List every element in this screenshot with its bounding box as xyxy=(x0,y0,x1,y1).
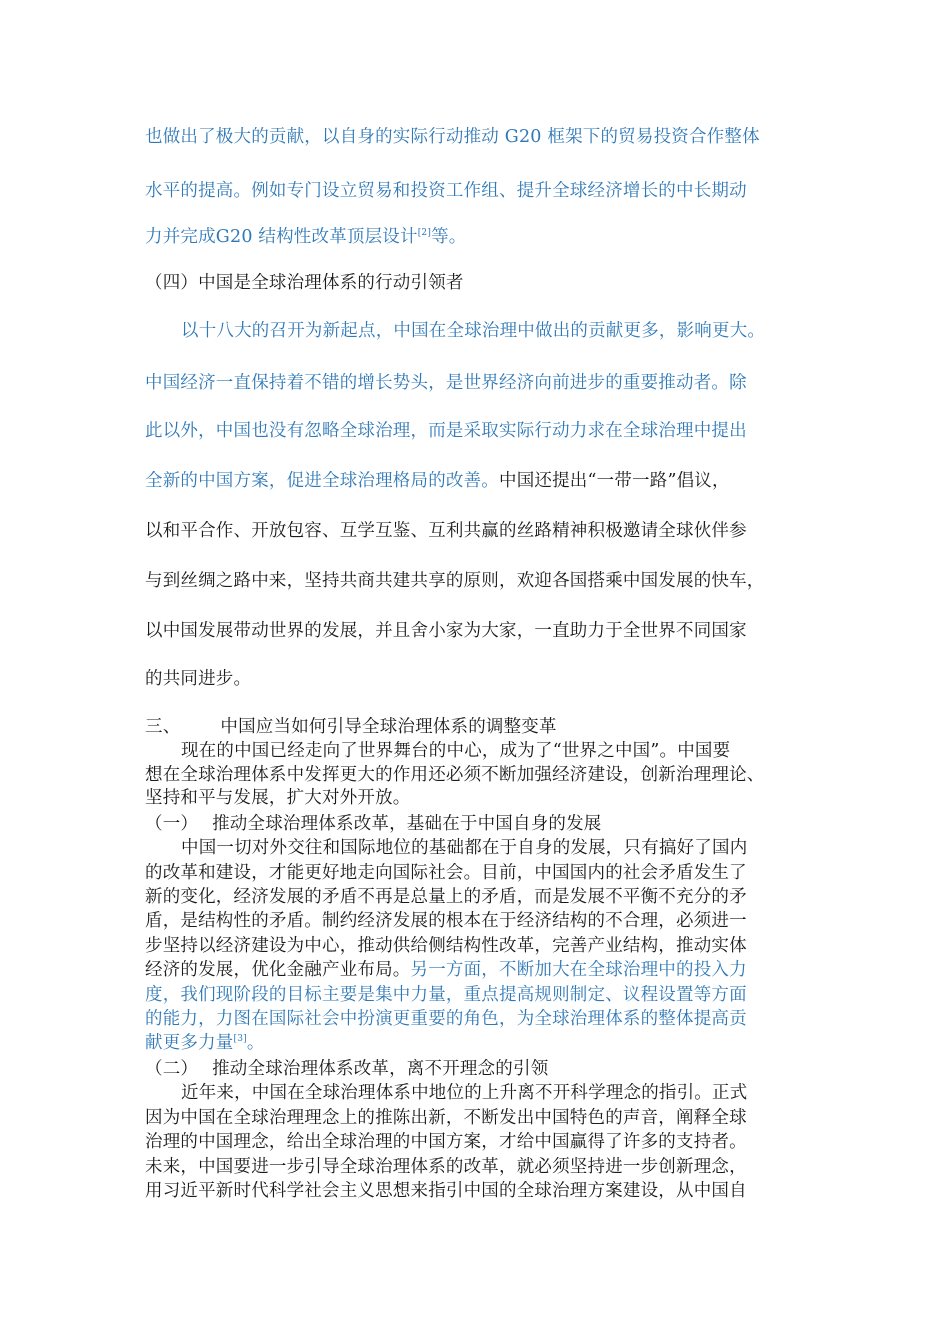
part-number: 三、 xyxy=(145,717,181,737)
paragraph-text: 全新的中国方案，促进全球治理格局的改善。 xyxy=(145,471,499,491)
subsection-heading xyxy=(145,1058,548,1080)
paragraph-line: 也做出了极大的贡献，以自身的实际行动推动 G20 框架下的贸易投资合作整体 xyxy=(145,127,760,147)
citation-marker: [3] xyxy=(233,1034,247,1045)
paragraph-line: 的共同进步。 xyxy=(145,669,252,689)
paragraph-line xyxy=(145,470,730,492)
paragraph-text: 等。 xyxy=(431,227,467,247)
paragraph-line xyxy=(145,1032,265,1054)
subsection-title: 推动全球治理体系改革，离不开理念的引领 xyxy=(212,1059,549,1079)
section-heading: （四）中国是全球治理体系的行动引领者 xyxy=(145,273,464,293)
paragraph-line: 盾，是结构性的矛盾。制约经济发展的根本在于经济结构的不合理，必须进一 xyxy=(145,911,747,931)
paragraph-line: 想在全球治理体系中发挥更大的作用还必须不断加强经济建设，创新治理理论、 xyxy=(145,765,765,785)
paragraph-text: 另一方面，不断加大在全球治理中的投入力 xyxy=(410,960,747,980)
paragraph-line: 用习近平新时代科学社会主义思想来指引中国的全球治理方案建设，从中国自 xyxy=(145,1181,747,1201)
part-title: 中国应当如何引导全球治理体系的调整变革 xyxy=(220,717,557,737)
subsection-number: （二） xyxy=(145,1059,199,1079)
paragraph-text: 经济的发展，优化金融产业布局。 xyxy=(145,960,411,980)
paragraph-line: 以十八大的召开为新起点，中国在全球治理中做出的贡献更多，影响更大。 xyxy=(181,321,766,341)
paragraph-line: 近年来，中国在全球治理体系中地位的上升离不开科学理念的指引。正式 xyxy=(181,1083,748,1103)
paragraph-line: 的改革和建设，才能更好地走向国际社会。目前，中国国内的社会矛盾发生了 xyxy=(145,863,747,883)
paragraph-line: 未来，中国要进一步引导全球治理体系的改革，就必须坚持进一步创新理念， xyxy=(145,1157,747,1177)
paragraph-line: 治理的中国理念，给出全球治理的中国方案，才给中国赢得了许多的支持者。 xyxy=(145,1132,747,1152)
paragraph-line: 的能力，力图在国际社会中扮演更重要的角色，为全球治理体系的整体提高贡 xyxy=(145,1009,747,1029)
paragraph-text: 中国还提出“一带一路”倡议， xyxy=(499,471,730,491)
subsection-number: （一） xyxy=(145,814,199,834)
paragraph-text: 献更多力量 xyxy=(145,1033,234,1053)
paragraph-line xyxy=(145,959,747,981)
part-heading xyxy=(145,716,557,738)
paragraph-line: 因为中国在全球治理理念上的推陈出新，不断发出中国特色的声音，阐释全球 xyxy=(145,1108,747,1128)
paragraph-line: 与到丝绸之路中来，坚持共商共建共享的原则，欢迎各国搭乘中国发展的快车， xyxy=(145,571,765,591)
paragraph-line: 度，我们现阶段的目标主要是集中力量，重点提高规则制定、议程设置等方面 xyxy=(145,985,747,1005)
paragraph-line: 现在的中国已经走向了世界舞台的中心，成为了“世界之中国”。中国要 xyxy=(181,741,731,761)
paragraph-text: 。 xyxy=(246,1033,265,1053)
subsection-title: 推动全球治理体系改革，基础在于中国自身的发展 xyxy=(212,814,602,834)
paragraph-line xyxy=(145,226,466,248)
paragraph-text: 力并完成G20 结构性改革顶层设计 xyxy=(145,227,418,247)
citation-marker: [2] xyxy=(417,228,432,239)
paragraph-line: 步坚持以经济建设为中心，推动供给侧结构性改革，完善产业结构，推动实体 xyxy=(145,936,747,956)
paragraph-line: 新的变化，经济发展的矛盾不再是总量上的矛盾，而是发展不平衡不充分的矛 xyxy=(145,887,747,907)
paragraph-line: 坚持和平与发展，扩大对外开放。 xyxy=(145,788,411,808)
subsection-heading xyxy=(145,813,602,835)
paragraph-line: 水平的提高。例如专门设立贸易和投资工作组、提升全球经济增长的中长期动 xyxy=(145,181,747,201)
paragraph-line: 此以外，中国也没有忽略全球治理，而是采取实际行动力求在全球治理中提出 xyxy=(145,421,747,441)
paragraph-line: 以中国发展带动世界的发展，并且舍小家为大家，一直助力于全世界不同国家 xyxy=(145,621,747,641)
paragraph-line: 中国一切对外交往和国际地位的基础都在于自身的发展，只有搞好了国内 xyxy=(181,838,748,858)
paragraph-line: 中国经济一直保持着不错的增长势头，是世界经济向前进步的重要推动者。除 xyxy=(145,373,747,393)
paragraph-line: 以和平合作、开放包容、互学互鉴、互利共赢的丝路精神积极邀请全球伙伴参 xyxy=(145,521,747,541)
